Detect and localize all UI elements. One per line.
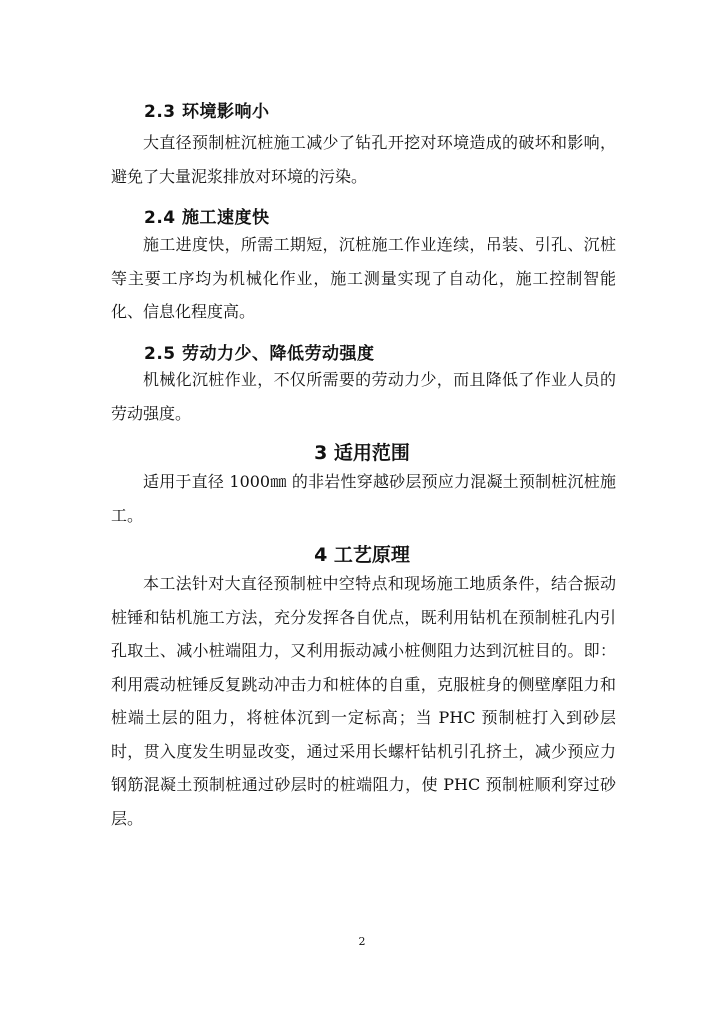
section-heading-2-5: 2.5 劳动力少、降低劳动强度 <box>144 344 375 364</box>
section-text-3: 适用于直径 1000㎜ 的非岩性穿越砂层预应力混凝土预制桩沉桩施工。 <box>111 472 616 525</box>
page-number: 2 <box>358 935 366 948</box>
section-text-2-3: 大直径预制桩沉桩施工减少了钻孔开挖对环境造成的破坏和影响，避免了大量泥浆排放对环境的污染。 <box>111 133 616 186</box>
section-text-2-4: 施工进度快，所需工期短，沉桩施工作业连续，吊装、引孔、沉桩等主要工序均为机械化作业，施工测量实现了自动化，施工控制智能化、信息化程度高。 <box>111 235 616 321</box>
section-text-4: 本工法针对大直径预制桩中空特点和现场施工地质条件，结合振动桩锤和钻机施工方法，充分发挥各自优点，既利用钻机在预制桩孔内引孔取土、减小桩端阻力，又利用振动减小桩侧阻力达到沉桩目的。即：利用震动桩锤反复跳动冲击力和桩体的自重，克服桩身的侧壁摩阻力和桩端土层的阻力，将桩体沉到一定标高；当 PHC 预制桩打入到砂层时，贯入度发生明显改变，通过采用长螺杆钻机引孔挤土，减少预应力钢筋混凝土预制桩通过砂层时的桩端阻力，使 PHC 预制桩顺利穿过砂层。 <box>111 574 616 828</box>
section-text-2-5: 机械化沉桩作业，不仅所需要的劳动力少，而且降低了作业人员的劳动强度。 <box>111 370 616 423</box>
section-heading-4: 4 工艺原理 <box>314 544 410 566</box>
section-heading-2-3: 2.3 环境影响小 <box>144 102 270 122</box>
section-heading-2-4: 2.4 施工速度快 <box>144 208 270 228</box>
section-heading-3: 3 适用范围 <box>314 442 410 464</box>
